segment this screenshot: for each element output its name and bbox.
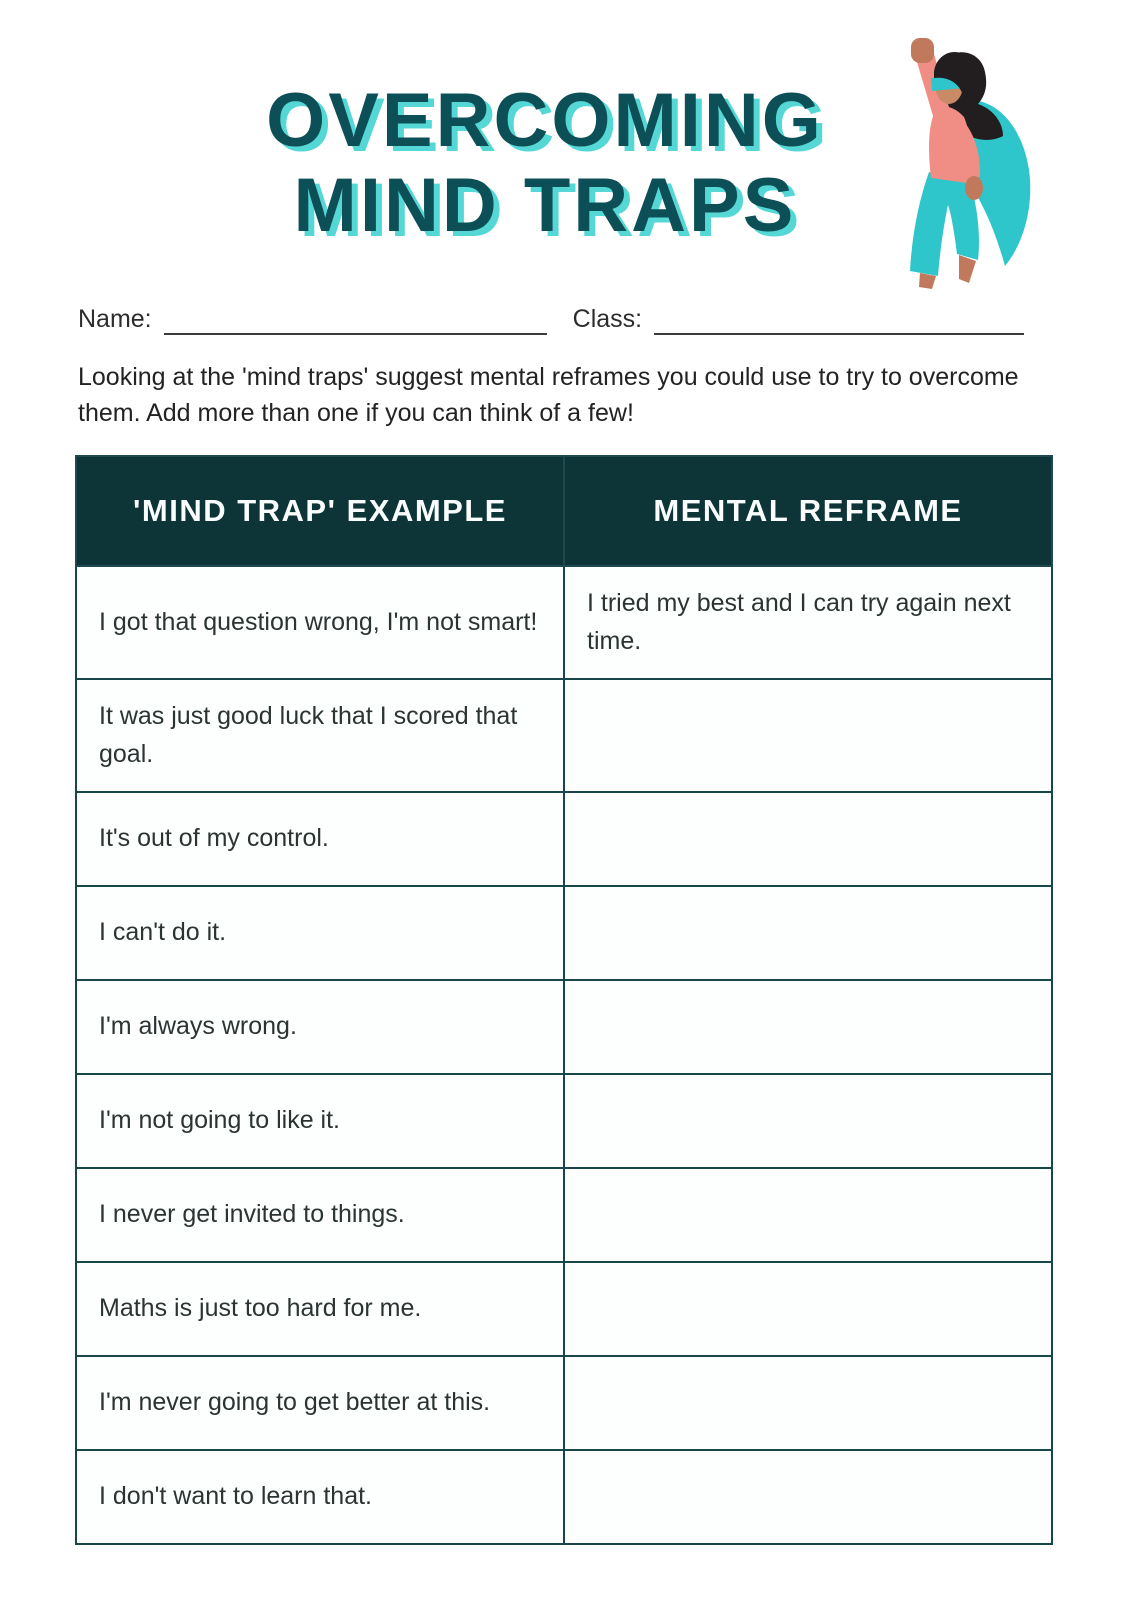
table-row: [76, 566, 1052, 679]
table-row: [76, 980, 1052, 1074]
mental-reframe-cell[interactable]: [564, 1074, 1052, 1168]
instructions-line-2: them. Add more than one if you can think of a few!: [78, 398, 634, 427]
mind-trap-table: [75, 455, 1053, 1545]
mental-reframe-cell[interactable]: [564, 1168, 1052, 1262]
mind-trap-cell: It's out of my control.: [76, 792, 564, 886]
title-line-1: OVERCOMING: [266, 78, 824, 163]
title-line-2: MIND TRAPS: [293, 163, 797, 249]
table-row: [76, 1262, 1052, 1356]
instructions-text: [78, 360, 1068, 431]
table-body: [76, 566, 1052, 1544]
mind-trap-cell: I don't want to learn that.: [76, 1450, 564, 1544]
table-row: [76, 679, 1052, 792]
table-row: [76, 886, 1052, 980]
table-row: [76, 1356, 1052, 1450]
class-label: Class:: [572, 305, 643, 333]
right-foot-shape: [959, 255, 976, 283]
mental-reframe-cell[interactable]: [564, 679, 1052, 792]
table-row: [76, 1074, 1052, 1168]
table-row: [76, 1168, 1052, 1262]
mind-trap-cell: I can't do it.: [76, 886, 564, 980]
mental-reframe-cell: I tried my best and I can try again next time.: [564, 566, 1052, 679]
hand-shape: [965, 176, 983, 200]
mind-trap-cell: I'm never going to get better at this.: [76, 1356, 564, 1450]
mental-reframe-cell[interactable]: [564, 980, 1052, 1074]
class-input-line[interactable]: [654, 303, 1024, 335]
name-input-line[interactable]: [164, 303, 547, 335]
fist-shape: [911, 38, 934, 63]
column-header-mind-trap: 'MIND TRAP' EXAMPLE: [76, 456, 564, 566]
instructions-line-1: Looking at the 'mind traps' suggest mental reframes you could use to try to overcome: [78, 363, 1019, 391]
table-header-row: [76, 456, 1052, 566]
table-row: [76, 1450, 1052, 1544]
mind-trap-cell: I got that question wrong, I'm not smart!: [76, 566, 564, 679]
left-foot-shape: [919, 273, 936, 289]
mental-reframe-cell[interactable]: [564, 1356, 1052, 1450]
mental-reframe-cell[interactable]: [564, 1262, 1052, 1356]
name-label: Name:: [78, 305, 152, 333]
mind-trap-cell: Maths is just too hard for me.: [76, 1262, 564, 1356]
mind-trap-cell: I'm not going to like it.: [76, 1074, 564, 1168]
table-row: [76, 792, 1052, 886]
mental-reframe-cell[interactable]: [564, 792, 1052, 886]
student-fields: [78, 303, 1053, 335]
mental-reframe-cell[interactable]: [564, 886, 1052, 980]
page-title: [150, 78, 940, 248]
superhero-girl-illustration: [903, 38, 1035, 290]
mind-trap-cell: I never get invited to things.: [76, 1168, 564, 1262]
name-field-group: [78, 303, 547, 335]
mental-reframe-cell[interactable]: [564, 1450, 1052, 1544]
column-header-mental-reframe: MENTAL REFRAME: [564, 456, 1052, 566]
mind-trap-cell: It was just good luck that I scored that goal.: [76, 679, 564, 792]
class-field-group: [573, 303, 1024, 335]
mind-trap-cell: I'm always wrong.: [76, 980, 564, 1074]
